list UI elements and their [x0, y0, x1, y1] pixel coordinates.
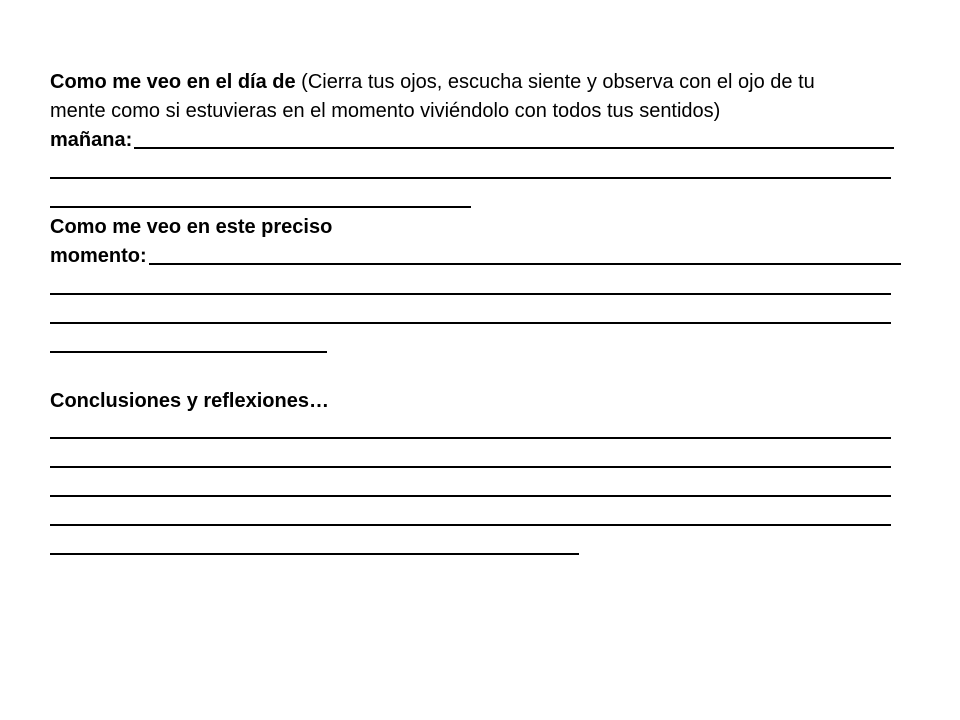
- section2-answer-rule-1: [149, 263, 901, 265]
- section1-heading-rest: (Cierra tus ojos, escucha siente y observa con el ojo de tu: [295, 71, 815, 93]
- section3-answer-line-1[interactable]: [50, 437, 891, 439]
- section1-answer-line-3[interactable]: [50, 206, 471, 208]
- section2-answer-line-4[interactable]: [50, 351, 327, 353]
- section1-label: mañana:: [50, 129, 133, 151]
- section1-heading-bold: Como me veo en el día de: [50, 71, 296, 93]
- section3-heading: Conclusiones y reflexiones…: [50, 390, 329, 412]
- section2-answer-line-2[interactable]: [50, 293, 891, 295]
- section2-answer-line-3[interactable]: [50, 322, 891, 324]
- section1-heading-line2: mente como si estuvieras en el momento viviéndolo con todos tus sentidos): [50, 100, 721, 122]
- section1-heading: [50, 68, 910, 97]
- section2-answer-line-1[interactable]: [50, 242, 901, 271]
- section3-answer-line-4[interactable]: [50, 524, 891, 526]
- section3-answer-line-3[interactable]: [50, 495, 891, 497]
- section1-answer-line-2[interactable]: [50, 177, 891, 179]
- section3-answer-line-2[interactable]: [50, 466, 891, 468]
- section1-answer-line-1[interactable]: [50, 126, 894, 155]
- section3-answer-line-5[interactable]: [50, 553, 579, 555]
- section2-label: momento:: [50, 245, 147, 267]
- section2-heading: Como me veo en este preciso: [50, 216, 333, 238]
- section1-answer-rule-1: [134, 147, 894, 149]
